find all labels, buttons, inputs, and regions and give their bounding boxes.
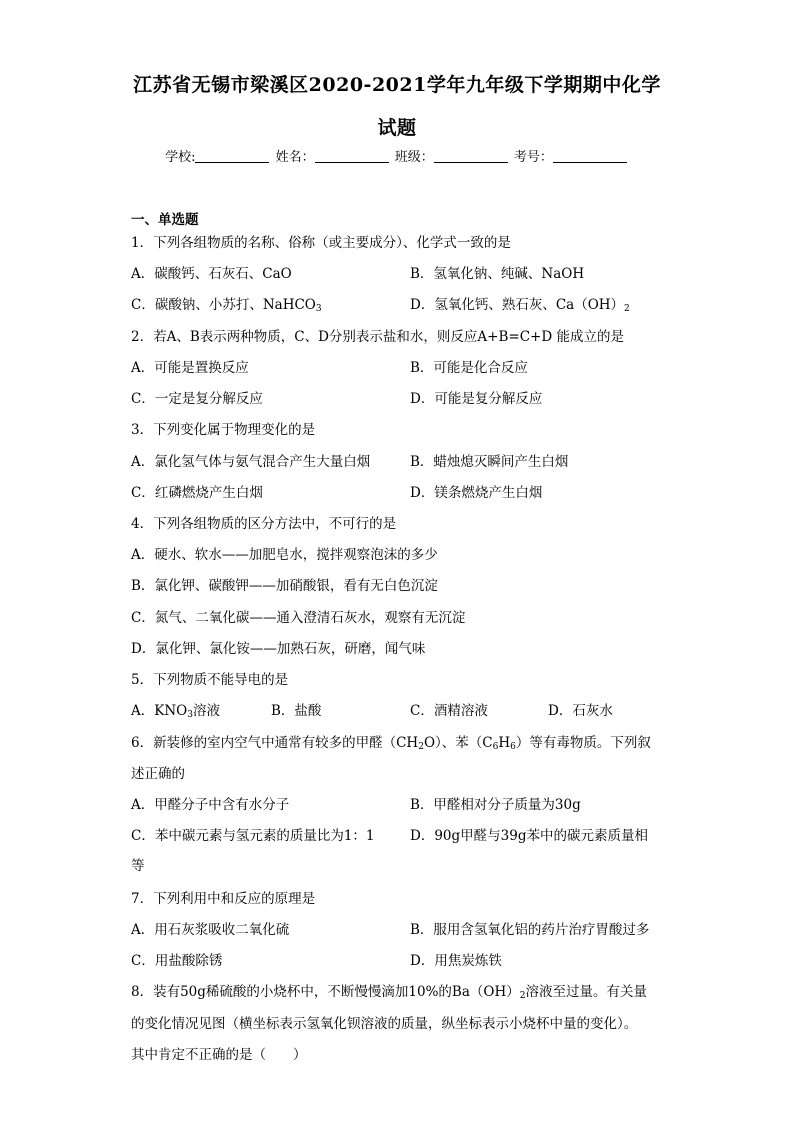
subscript: 2 [624, 304, 630, 314]
student-info-row [0, 146, 794, 165]
question-8-stem-line2: 的变化情况见图（横坐标表示氢氧化钡溶液的质量，纵坐标表示小烧杯中量的变化）。 [131, 1016, 638, 1032]
question-3-option-b: B．蜡烛熄灭瞬间产生白烟 [410, 454, 569, 470]
question-6-stem [131, 734, 651, 752]
question-1-option-b: B．氢氧化钠、纯碱、NaOH [410, 266, 585, 282]
question-4-option-a: A．硬水、软水——加肥皂水，搅拌观察泡沫的多少 [131, 547, 438, 563]
question-5-option-a-suffix: 溶液 [192, 703, 220, 719]
question-6-stem-text: H [498, 735, 511, 751]
question-5-option-b: B．盐酸 [271, 703, 322, 719]
question-1-option-d [410, 296, 630, 314]
question-5-option-a [131, 702, 220, 720]
subscript: 3 [315, 304, 322, 314]
school-blank[interactable] [195, 148, 269, 163]
question-6-option-d: D．90g甲醛与39g苯中的碳元素质量相 [410, 828, 648, 844]
subscript: 6 [492, 742, 499, 752]
question-4-stem: 4．下列各组物质的区分方法中，不可行的是 [131, 516, 397, 532]
subscript: 2 [519, 991, 526, 1001]
section-title: 一、单选题 [131, 212, 199, 228]
question-6-stem-line2: 述正确的 [131, 766, 185, 782]
exam-no-blank[interactable] [553, 148, 627, 163]
question-6-stem-text: O）、苯（C [423, 735, 493, 751]
question-5-option-a-text: A．KNO [131, 703, 188, 719]
class-label: 班级： [394, 150, 434, 165]
exam-title-line1: 江苏省无锡市梁溪区2020-2021学年九年级下学期期中化学 [133, 74, 661, 96]
question-4-option-c: C．氮气、二氧化碳——通入澄清石灰水，观察有无沉淀 [131, 610, 466, 626]
question-6-option-b: B．甲醛相对分子质量为30g [410, 797, 581, 813]
question-3-stem: 3．下列变化属于物理变化的是 [131, 422, 316, 438]
exam-no-label: 考号： [513, 150, 553, 165]
question-1-stem: 1．下列各组物质的名称、俗称（或主要成分）、化学式一致的是 [131, 235, 511, 251]
question-6-option-d-line2: 等 [131, 858, 145, 874]
question-7-option-c: C．用盐酸除锈 [131, 953, 223, 969]
question-8-stem-line3: 其中肯定不正确的是（ ） [131, 1047, 307, 1063]
question-6-stem-text: ）等有毒物质。下列叙 [515, 735, 651, 751]
question-3-option-d: D．镁条燃烧产生白烟 [410, 485, 543, 501]
question-3-option-c: C．红磷燃烧产生白烟 [131, 485, 263, 501]
question-7-stem: 7．下列利用中和反应的原理是 [131, 891, 316, 907]
question-2-option-c: C．一定是复分解反应 [131, 391, 263, 407]
subscript: 3 [187, 710, 193, 720]
question-2-option-a: A．可能是置换反应 [131, 360, 249, 376]
subscript: 6 [510, 742, 516, 752]
question-8-stem-text: 溶液至过量。有关量 [525, 984, 647, 1000]
question-8-stem-text: 8．装有50g稀硫酸的小烧杯中，不断慢慢滴加10%的Ba（OH） [131, 984, 520, 1000]
question-6-stem-text: 6．新装修的室内空气中通常有较多的甲醛（CH [131, 735, 419, 751]
question-5-option-c: C．酒精溶液 [410, 703, 488, 719]
question-4-option-b: B．氯化钾、碳酸钾——加硝酸银，看有无白色沉淀 [131, 578, 438, 594]
question-2-option-b: B．可能是化合反应 [410, 360, 528, 376]
school-label: 学校: [165, 150, 196, 165]
question-5-option-d: D．石灰水 [548, 703, 613, 719]
question-8-stem [131, 983, 647, 1001]
exam-title-line2: 试题 [377, 117, 417, 139]
question-6-option-a: A．甲醛分子中含有水分子 [131, 797, 290, 813]
name-blank[interactable] [315, 148, 389, 163]
question-7-option-a: A．用石灰浆吸收二氧化硫 [131, 922, 290, 938]
question-6-option-c: C．苯中碳元素与氢元素的质量比为1：1 [131, 828, 375, 844]
question-2-option-d: D．可能是复分解反应 [410, 391, 543, 407]
question-1-option-c-text: C．碳酸钠、小苏打、NaHCO [131, 297, 316, 313]
question-1-option-a: A．碳酸钙、石灰石、CaO [131, 266, 292, 282]
question-4-option-d: D．氯化钾、氯化铵——加熟石灰，研磨，闻气味 [131, 641, 426, 657]
question-5-stem: 5．下列物质不能导电的是 [131, 672, 289, 688]
class-blank[interactable] [434, 148, 508, 163]
question-1-option-c [131, 296, 322, 314]
name-label: 姓名： [275, 150, 315, 165]
question-7-option-b: B．服用含氢氧化铝的药片治疗胃酸过多 [410, 922, 650, 938]
question-1-option-d-text: D．氢氧化钙、熟石灰、Ca（OH） [410, 297, 625, 313]
question-3-option-a: A．氯化氢气体与氨气混合产生大量白烟 [131, 454, 371, 470]
subscript: 2 [418, 742, 424, 752]
question-2-stem: 2．若A、B表示两种物质，C、D分别表示盐和水，则反应A+B=C+D 能成立的是 [131, 329, 624, 345]
question-7-option-d: D．用焦炭炼铁 [410, 953, 502, 969]
